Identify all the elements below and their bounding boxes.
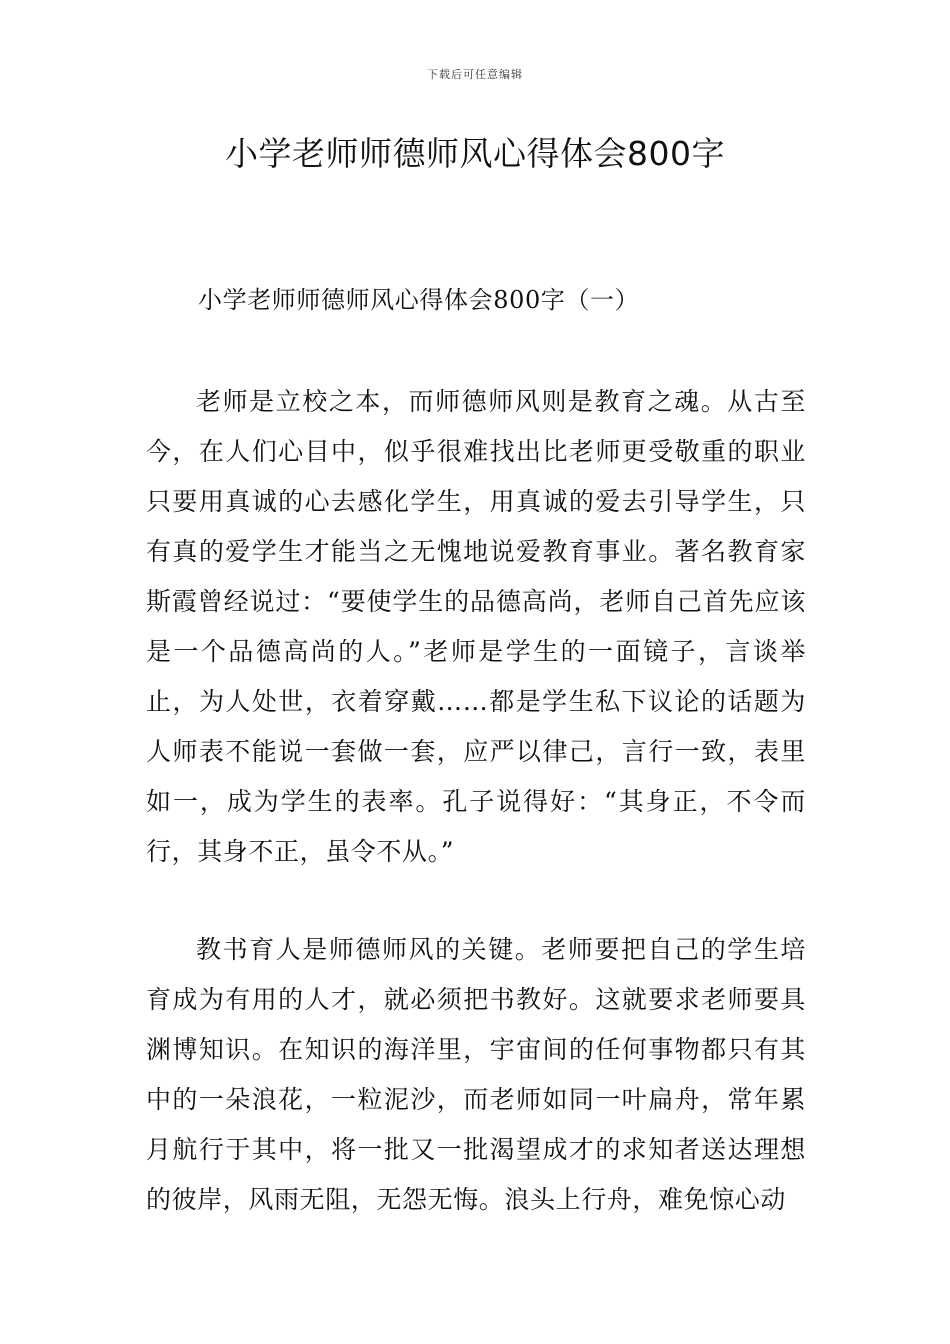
document-body: [146, 280, 806, 1225]
section-heading: 小学老师师德师风心得体会800字（一）: [198, 286, 640, 314]
header-note: 下载后可任意编辑: [427, 68, 523, 81]
document-title: 小学老师师德师风心得体会800字: [225, 134, 725, 173]
paragraph: 教书育人是师德师风的关键。老师要把自己的学生培育成为有用的人才，就必须把书教好。这就要求老师要具渊博知识。在知识的海洋里，宇宙间的任何事物都只有其中的一朵浪花，一粒泥沙，而老师如同一叶扁舟，常年累月航行于其中，将一批又一批渴望成才的求知者送达理想的彼岸，风雨无阻，无怨无悔。浪头上行舟，难免惊心动: [146, 935, 806, 1214]
paragraph: 老师是立校之本，而师德师风则是教育之魂。从古至今，在人们心目中，似乎很难找出比老师更受敬重的职业只要用真诚的心去感化学生，用真诚的爱去引导学生，只有真的爱学生才能当之无愧地说爱教育事业。著名教育家斯霞曾经说过：“要使学生的品德高尚，老师自己首先应该是一个品德高尚的人。”老师是学生的一面镜子，言谈举止，为人处世，衣着穿戴……都是学生私下议论的话题为人师表不能说一套做一套，应严以律己，言行一致，表里如一，成为学生的表率。孔子说得好：“其身正，不令而行，其身不正，虽令不从。”: [146, 387, 806, 866]
